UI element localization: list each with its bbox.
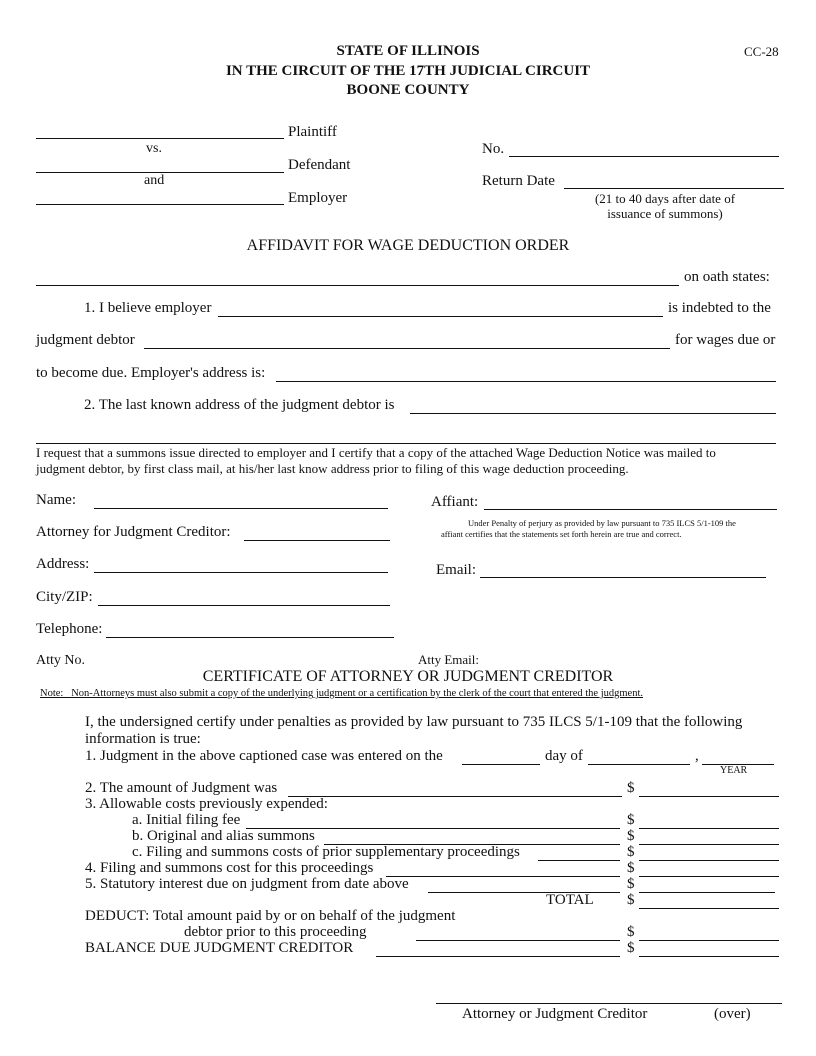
- employer-address-label: to become due. Employer's address is:: [36, 365, 266, 381]
- address-line[interactable]: [94, 572, 388, 573]
- certificate-title: CERTIFICATE OF ATTORNEY OR JUDGMENT CREDITOR: [202, 668, 614, 685]
- balance-desc-line[interactable]: [376, 956, 620, 957]
- affiant-name-line[interactable]: [36, 285, 679, 286]
- this-proceeding-amount-line[interactable]: [639, 876, 779, 877]
- balance-dollar: $: [627, 940, 635, 956]
- employer-line[interactable]: [36, 204, 284, 205]
- total-amount-line[interactable]: [639, 908, 779, 909]
- atty-no-label: Atty No.: [36, 653, 85, 668]
- deduct-desc-line[interactable]: [416, 940, 620, 941]
- over-label: (over): [714, 1006, 751, 1022]
- deduct-amount-line[interactable]: [639, 940, 779, 941]
- judgment-month-line[interactable]: [588, 764, 690, 765]
- perjury-text-1: Under Penalty of perjury as provided by law pursuant to 735 ILCS 5/1-109 the: [468, 518, 736, 528]
- city-zip-label: City/ZIP:: [36, 589, 93, 605]
- item3-label: 3. Allowable costs previously expended:: [85, 796, 328, 812]
- item2-label: 2. The amount of Judgment was: [85, 780, 278, 796]
- item3b-label: b. Original and alias summons: [132, 828, 315, 844]
- deduct-dollar: $: [627, 924, 635, 940]
- on-oath-label: on oath states:: [684, 269, 770, 285]
- item3b-dollar: $: [627, 828, 635, 844]
- request-text-1: I request that a summons issue directed to employer and I certify that a copy of the attached Wage Deduction Notice was mailed to: [36, 445, 716, 460]
- email-label: Email:: [436, 562, 476, 578]
- prior-proceedings-desc-line[interactable]: [538, 860, 620, 861]
- name-label: Name:: [36, 492, 76, 508]
- telephone-line[interactable]: [106, 637, 394, 638]
- employer-name-line[interactable]: [218, 316, 663, 317]
- affiant-signature-line[interactable]: [484, 509, 777, 510]
- case-no-label: No.: [482, 141, 505, 157]
- email-line[interactable]: [480, 577, 766, 578]
- return-note-1: (21 to 40 days after date of: [594, 191, 736, 206]
- balance-amount-line[interactable]: [639, 956, 779, 957]
- form-number: CC-28: [744, 44, 779, 59]
- judgment-debtor-label: judgment debtor: [36, 332, 135, 348]
- plaintiff-line[interactable]: [36, 138, 284, 139]
- item5-dollar: $: [627, 876, 635, 892]
- affiant-label: Affiant:: [431, 494, 479, 510]
- indebted-label: is indebted to the: [668, 300, 771, 316]
- total-label: TOTAL: [546, 892, 594, 908]
- judgment-day-line[interactable]: [462, 764, 540, 765]
- comma-label: ,: [695, 748, 699, 764]
- deduct-label-1: DEDUCT: Total amount paid by or on behalf of the judgment: [85, 908, 456, 924]
- item5-label: 5. Statutory interest due on judgment from date above: [85, 876, 409, 892]
- creditor-signature-line[interactable]: [436, 1003, 782, 1004]
- request-text-2: judgment debtor, by first class mail, at his/her last know address prior to filing of this wage deduction proceeding.: [36, 461, 629, 476]
- balance-label: BALANCE DUE JUDGMENT CREDITOR: [85, 940, 354, 956]
- debtor-address-line-2[interactable]: [36, 443, 776, 444]
- item3a-dollar: $: [627, 812, 635, 828]
- defendant-label: Defendant: [288, 157, 351, 173]
- interest-amount-line[interactable]: [639, 892, 775, 893]
- judgment-amount-line[interactable]: [639, 796, 779, 797]
- plaintiff-label: Plaintiff: [288, 124, 337, 140]
- item3c-dollar: $: [627, 844, 635, 860]
- certificate-intro-2: information is true:: [85, 731, 201, 747]
- affidavit-title: AFFIDAVIT FOR WAGE DEDUCTION ORDER: [246, 237, 570, 254]
- address-label: Address:: [36, 556, 90, 572]
- debtor-address-line[interactable]: [410, 413, 776, 414]
- atty-email-label: Atty Email:: [418, 652, 480, 667]
- state-heading: STATE OF ILLINOIS: [336, 43, 480, 59]
- filing-fee-amount-line[interactable]: [639, 828, 779, 829]
- name-line[interactable]: [94, 508, 388, 509]
- certificate-intro-1: I, the undersigned certify under penalties as provided by law pursuant to 735 ILCS 5/1-109 that the following: [85, 714, 743, 730]
- perjury-text-2: affiant certifies that the statements set forth herein are true and correct.: [441, 529, 682, 539]
- day-of-label: day of: [545, 748, 583, 764]
- this-proceeding-desc-line[interactable]: [386, 876, 620, 877]
- and-label: and: [144, 173, 165, 188]
- case-no-line[interactable]: [509, 156, 779, 157]
- employer-address-line[interactable]: [276, 381, 776, 382]
- item3a-label: a. Initial filing fee: [132, 812, 241, 828]
- para1-label: 1. I believe employer: [84, 300, 212, 316]
- judgment-debtor-line[interactable]: [144, 348, 670, 349]
- summons-amount-line[interactable]: [639, 844, 779, 845]
- return-note-2: issuance of summons): [607, 206, 723, 221]
- para2-label: 2. The last known address of the judgment debtor is: [84, 397, 395, 413]
- prior-proceedings-amount-line[interactable]: [639, 860, 779, 861]
- deduct-label-2: debtor prior to this proceeding: [184, 924, 367, 940]
- attorney-for-line[interactable]: [244, 540, 390, 541]
- certificate-note: Note: Non-Attorneys must also submit a copy of the underlying judgment or a certification by the clerk of the court that entered the judgment.: [40, 688, 644, 699]
- year-label: YEAR: [720, 765, 748, 776]
- item2-dollar: $: [627, 780, 635, 796]
- attorney-for-label: Attorney for Judgment Creditor:: [36, 524, 231, 540]
- return-date-line[interactable]: [564, 188, 784, 189]
- item4-label: 4. Filing and summons cost for this proceedings: [85, 860, 374, 876]
- return-date-label: Return Date: [482, 173, 555, 189]
- telephone-label: Telephone:: [36, 621, 103, 637]
- judgment-amount-desc-line[interactable]: [288, 796, 622, 797]
- item1-label: 1. Judgment in the above captioned case was entered on the: [85, 748, 443, 764]
- vs-label: vs.: [146, 141, 162, 156]
- wages-due-label: for wages due or: [675, 332, 776, 348]
- total-dollar: $: [627, 892, 635, 908]
- employer-label: Employer: [288, 190, 348, 206]
- item3c-label: c. Filing and summons costs of prior supplementary proceedings: [132, 844, 520, 860]
- court-heading: IN THE CIRCUIT OF THE 17TH JUDICIAL CIRCUIT: [225, 63, 591, 79]
- item4-dollar: $: [627, 860, 635, 876]
- signer-label: Attorney or Judgment Creditor: [462, 1006, 648, 1022]
- county-heading: BOONE COUNTY: [346, 82, 470, 98]
- city-zip-line[interactable]: [98, 605, 390, 606]
